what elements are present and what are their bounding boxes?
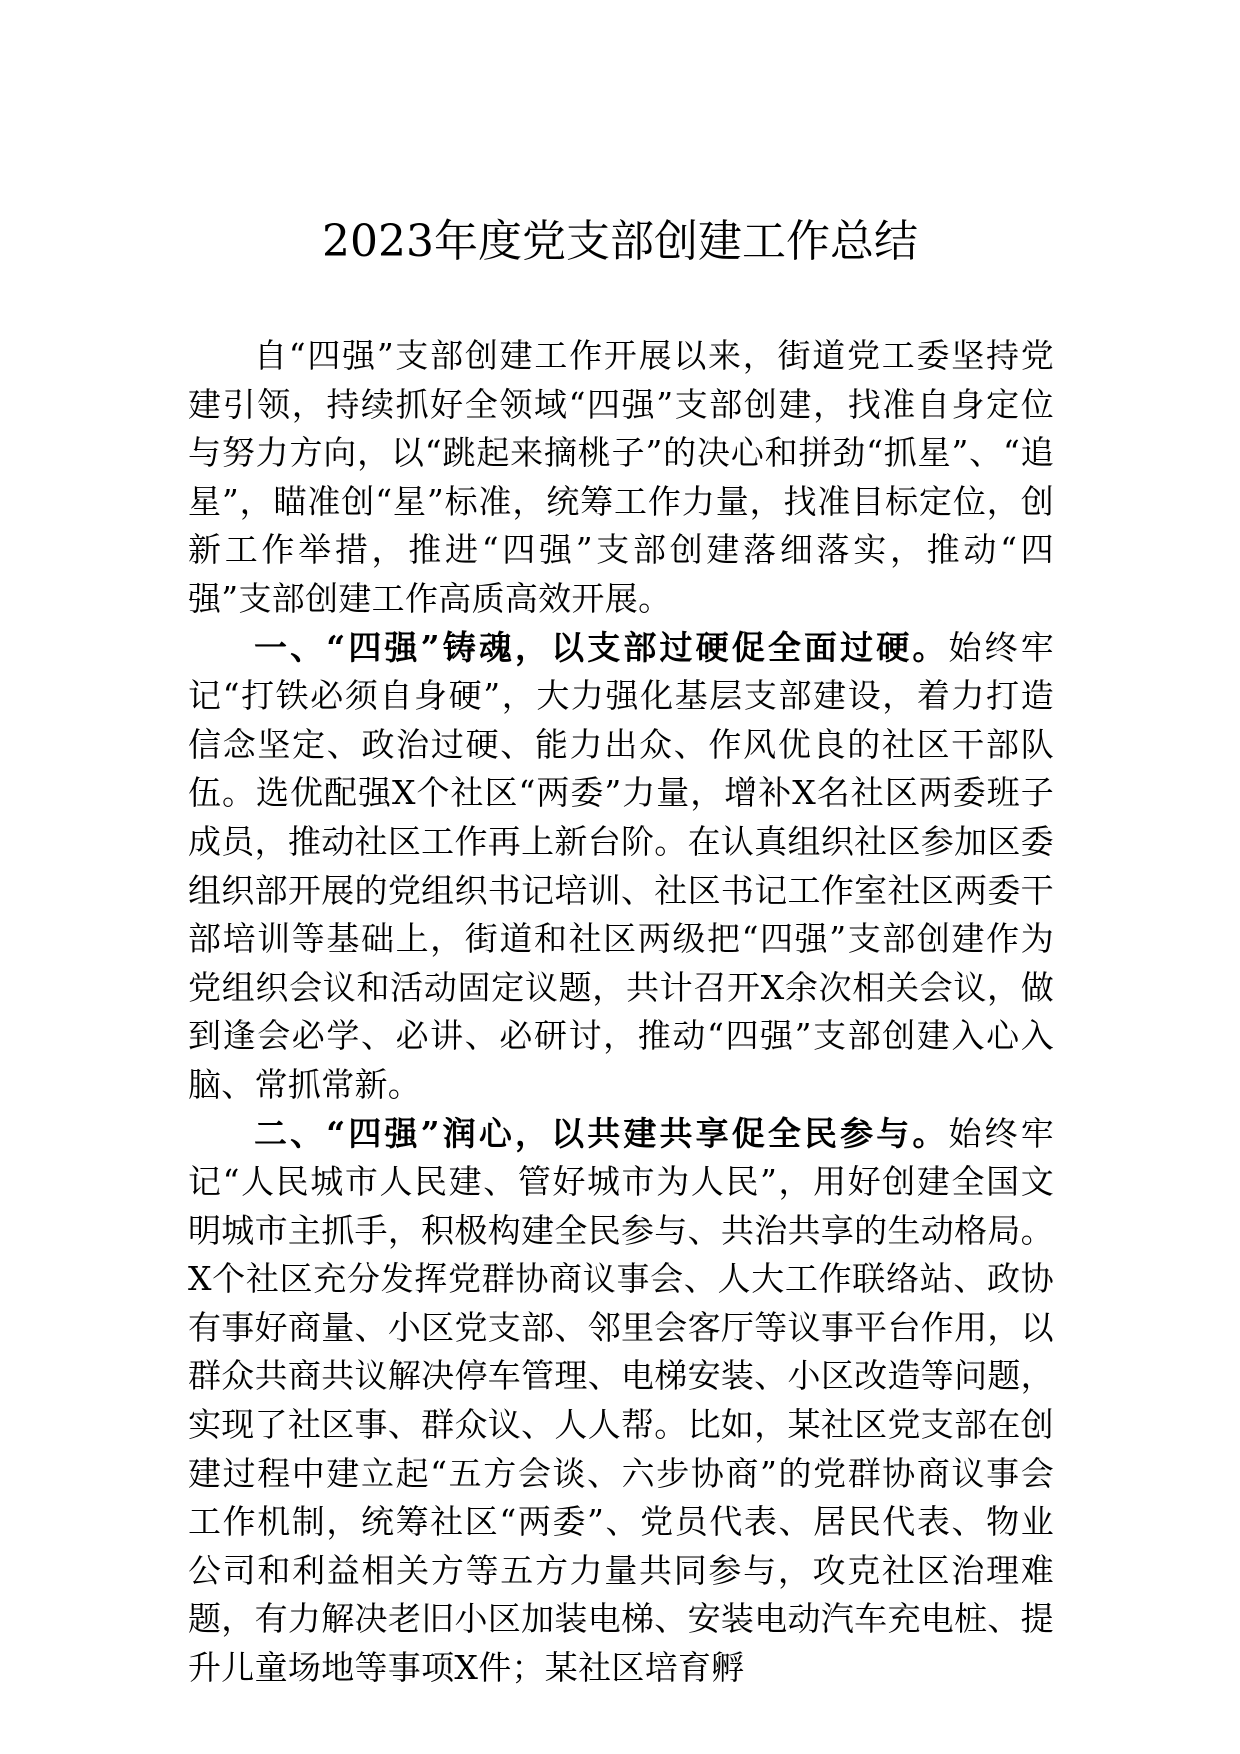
document-title: 2023年度党支部创建工作总结 [322,216,918,267]
paragraph-intro [188,332,1054,624]
section-heading: 一、“四强”铸魂，以支部过硬促全面过硬。 [254,627,949,667]
paragraph-text: 始终牢记“人民城市人民建、管好城市为人民”，用好创建全国文明城市主抓手，积极构建全民参与、共治共享的生动格局。X个社区充分发挥党群协商议事会、人大工作联络站、政协有事好商量、小区党支部、邻里会客厅等议事平台作用，以群众共商共议解决停车管理、电梯安装、小区改造等问题，实现了社区事、群众议、人人帮。比如，某社区党支部在创建过程中建立起“五方会谈、六步协商”的党群协商议事会工作机制，统筹社区“两委”、党员代表、居民代表、物业公司和利益相关方等五方力量共同参与，攻克社区治理难题，有力解决老旧小区加装电梯、安装电动汽车充电桩、提升儿童场地等事项X件；某社区培育孵 [188,1113,1055,1688]
paragraph-text: 自“四强”支部创建工作开展以来，街道党工委坚持党建引领，持续抓好全领域“四强”支部创建，找准自身定位与努力方向，以“跳起来摘桃子”的决心和拼劲“抓星”、“追星”，瞄准创“星”标准，统筹工作力量，找准目标定位，创新工作举措，推进“四强”支部创建落细落实，推动“四强”支部创建工作高质高效开展。 [188,336,1054,618]
paragraph-section-2 [188,1110,1054,1693]
paragraph-text: 始终牢记“打铁必须自身硬”，大力强化基层支部建设，着力打造信念坚定、政治过硬、能力出众、作风优良的社区干部队伍。选优配强X个社区“两委”力量，增补X名社区两委班子成员，推动社区工作再上新台阶。在认真组织社区参加区委组织部开展的党组织书记培训、社区书记工作室社区两委干部培训等基础上，街道和社区两级把“四强”支部创建作为党组织会议和活动固定议题，共计召开X余次相关会议，做到逢会必学、必讲、必研讨，推动“四强”支部创建入心入脑、常抓常新。 [188,627,1055,1104]
paragraph-section-1 [188,624,1054,1110]
document-body [188,332,1054,1693]
section-heading: 二、“四强”润心，以共建共享促全民参与。 [254,1113,949,1153]
